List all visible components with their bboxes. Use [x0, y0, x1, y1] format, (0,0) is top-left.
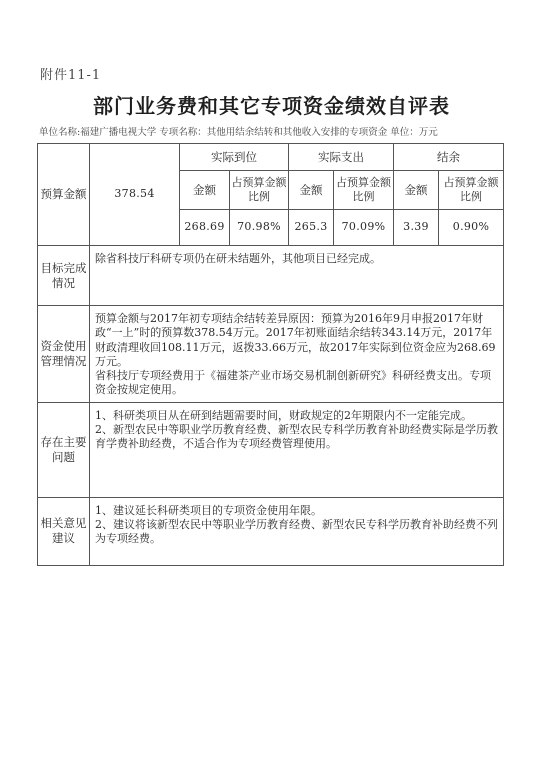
header-actual-received: 实际到位: [180, 144, 289, 171]
problems-label: 存在主要问题: [38, 402, 90, 497]
header-spent-amount: 金额: [289, 171, 334, 210]
page-title: 部门业务费和其它专项资金绩效自评表: [93, 94, 450, 118]
evaluation-table: [37, 143, 504, 566]
usage-paragraph-1: 预算金额与2017年初专项结余结转差异原因：预算为2016年9月申报2017年财政“一上”时的预算数378.54万元。2017年初账面结余结转343.14万元，2017年财政清理收回108.11万元，返拨33.66万元，故2017年实际到位资金应为268.69万元。: [95, 312, 496, 368]
suggestions-item-2: 2、建议将该新型农民中等职业学历教育经费、新型农民专科学历教育补助经费不列为专项经费。: [95, 518, 498, 546]
unit-info-line: 单位名称:福建广播电视大学 专项名称：其他用结余结转和其他收入安排的专项资金 单位：万元: [39, 127, 438, 138]
spent-ratio: 70.09%: [334, 210, 394, 246]
usage-label: 资金使用管理情况: [38, 306, 90, 403]
goal-paragraph: 除省科技厅科研专项仍在研未结题外，其他项目已经完成。: [95, 252, 381, 265]
attachment-label: 附件11-1: [40, 68, 102, 83]
spent-amount: 265.3: [289, 210, 334, 246]
suggestions-text: [90, 497, 504, 565]
header-actual-spent: 实际支出: [289, 144, 394, 171]
usage-text: [90, 306, 504, 403]
problems-item-1: 1、科研类项目从在研到结题需要时间，财政规定的2年期限内不一定能完成。: [95, 408, 472, 422]
balance-amount: 3.39: [394, 210, 439, 246]
header-balance-amount: 金额: [394, 171, 439, 210]
header-received-amount: 金额: [180, 171, 230, 210]
usage-paragraph-2: 省科技厅专项经费用于《福建茶产业市场交易机制创新研究》科研经费支出。专项资金按规定使用。: [95, 369, 491, 397]
problems-item-2: 2、新型农民中等职业学历教育经费、新型农民专科学历教育补助经费实际是学历教育学费补助经费，不适合作为专项经费管理使用。: [95, 423, 498, 451]
header-balance-ratio: 占预算金额比例: [439, 171, 504, 210]
balance-ratio: 0.90%: [439, 210, 504, 246]
budget-label: 预算金额: [38, 144, 90, 246]
header-balance: 结余: [394, 144, 504, 171]
suggestions-label: 相关意见建议: [38, 497, 90, 565]
goal-text: [90, 246, 504, 306]
received-amount: 268.69: [180, 210, 230, 246]
header-received-ratio: 占预算金额比例: [230, 171, 289, 210]
problems-text: [90, 402, 504, 497]
header-spent-ratio: 占预算金额比例: [334, 171, 394, 210]
received-ratio: 70.98%: [230, 210, 289, 246]
goal-label: 目标完成情况: [38, 246, 90, 306]
suggestions-item-1: 1、建议延长科研类项目的专项资金使用年限。: [95, 503, 322, 517]
budget-value: 378.54: [90, 144, 180, 246]
